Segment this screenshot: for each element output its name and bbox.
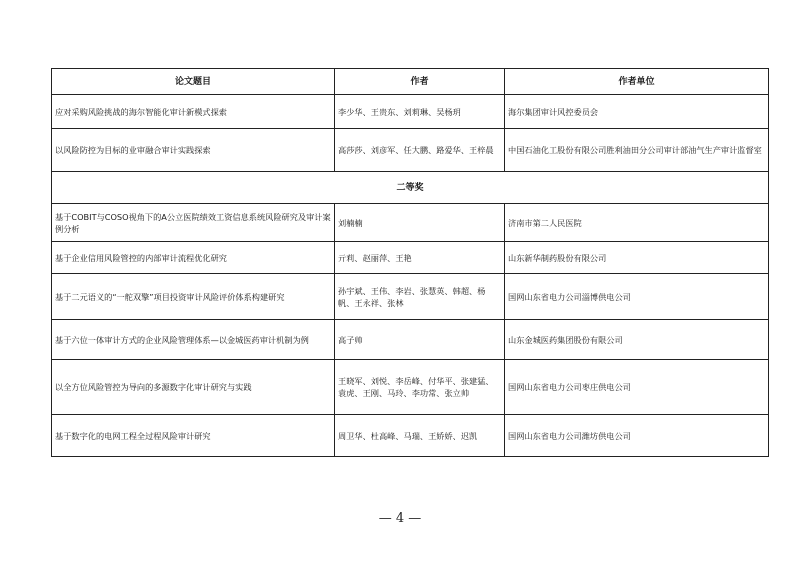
authors-cell: 高莎莎、刘彦军、任大鹏、路爱华、王梓晨: [335, 129, 505, 172]
award-table: [51, 68, 769, 457]
unit-cell: 中国石油化工股份有限公司胜利油田分公司审计部油气生产审计监督室: [505, 129, 769, 172]
unit-cell: 济南市第二人民医院: [505, 204, 769, 242]
table-row: [52, 95, 769, 129]
paper-title-cell: 基于六位一体审计方式的企业风险管理体系—以金城医药审计机制为例: [52, 320, 335, 360]
table-row: [52, 360, 769, 415]
authors-cell: 高子帅: [335, 320, 505, 360]
header-title: 论文题目: [52, 69, 335, 95]
header-authors: 作者: [335, 69, 505, 95]
unit-cell: 国网山东省电力公司潍坊供电公司: [505, 415, 769, 457]
section-row: [52, 172, 769, 204]
paper-title-cell: 基于COBIT与COSO视角下的A公立医院绩效工资信息系统风险研究及审计案例分析: [52, 204, 335, 242]
paper-title-cell: 基于企业信用风险管控的内部审计流程优化研究: [52, 242, 335, 274]
table-row: [52, 242, 769, 274]
paper-title-cell: 基于二元语义的“一舵双擎”项目投资审计风险评价体系构建研究: [52, 274, 335, 320]
unit-cell: 国网山东省电力公司淄博供电公司: [505, 274, 769, 320]
table-header-row: [52, 69, 769, 95]
authors-cell: 王晓军、刘悦、李岳峰、付华平、张建猛、袁虎、王刚、马玲、李功常、张立帅: [335, 360, 505, 415]
header-unit: 作者单位: [505, 69, 769, 95]
page-number: — 4 —: [378, 511, 422, 526]
unit-cell: 国网山东省电力公司枣庄供电公司: [505, 360, 769, 415]
authors-cell: 刘楠楠: [335, 204, 505, 242]
paper-title-cell: 应对采购风险挑战的海尔智能化审计新模式探索: [52, 95, 335, 129]
unit-cell: 海尔集团审计风控委员会: [505, 95, 769, 129]
paper-title-cell: 基于数字化的电网工程全过程风险审计研究: [52, 415, 335, 457]
table-row: [52, 320, 769, 360]
authors-cell: 李少华、王贵东、刘莉琳、吴杨玥: [335, 95, 505, 129]
authors-cell: 亓莉、赵丽萍、王艳: [335, 242, 505, 274]
unit-cell: 山东新华制药股份有限公司: [505, 242, 769, 274]
authors-cell: 孙宇斌、王伟、李岩、张慧英、韩超、杨帆、王永祥、张林: [335, 274, 505, 320]
section-title: 二等奖: [52, 172, 769, 204]
unit-cell: 山东金城医药集团股份有限公司: [505, 320, 769, 360]
paper-title-cell: 以风险防控为目标的业审融合审计实践探索: [52, 129, 335, 172]
table-row: [52, 204, 769, 242]
paper-title-cell: 以全方位风险管控为导向的多源数字化审计研究与实践: [52, 360, 335, 415]
table-row: [52, 274, 769, 320]
table-row: [52, 129, 769, 172]
table-row: [52, 415, 769, 457]
authors-cell: 周卫华、杜高峰、马瑞、王娇娇、迟凯: [335, 415, 505, 457]
